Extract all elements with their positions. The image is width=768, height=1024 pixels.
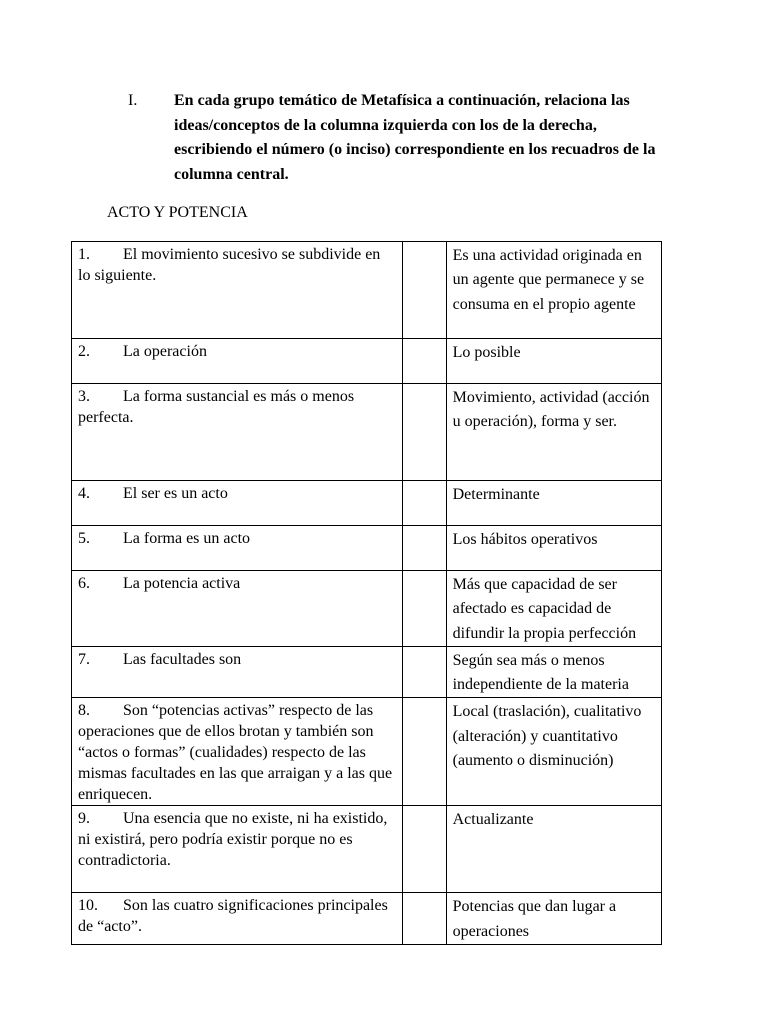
- table-row: [72, 698, 662, 806]
- section-title: ACTO Y POTENCIA: [107, 204, 248, 221]
- left-cell: [72, 571, 403, 647]
- left-text: Son “potencias activas” respecto de las operaciones que de ellos brotan y también son “actos o formas” (cualidades) respecto de las mismas facultades en las que arraigan y a las que enriquecen.: [78, 702, 393, 804]
- table-row: [72, 526, 662, 571]
- right-cell: Movimiento, actividad (acción u operación), forma y ser.: [446, 384, 661, 481]
- answer-box[interactable]: [402, 481, 446, 526]
- answer-box[interactable]: [402, 384, 446, 481]
- answer-box[interactable]: [402, 806, 446, 893]
- answer-box[interactable]: [402, 526, 446, 571]
- left-text: La operación: [123, 343, 207, 360]
- answer-box[interactable]: [402, 571, 446, 647]
- answer-box[interactable]: [402, 646, 446, 698]
- answer-box[interactable]: [402, 242, 446, 339]
- instruction-block: [128, 89, 668, 187]
- left-text: La potencia activa: [123, 575, 241, 592]
- left-cell: [72, 339, 403, 384]
- left-cell: [72, 646, 403, 698]
- left-cell: [72, 384, 403, 481]
- left-text: El ser es un acto: [123, 485, 228, 502]
- right-cell: Los hábitos operativos: [446, 526, 661, 571]
- item-number: 10.: [78, 897, 98, 915]
- item-number: 3.: [78, 388, 90, 405]
- table-row: [72, 646, 662, 698]
- left-text: La forma sustancial es más o menos perfecta.: [78, 388, 355, 426]
- left-text: Una esencia que no existe, ni ha existido, ni existirá, pero podría existir porque no es contradictoria.: [78, 810, 388, 870]
- item-number: 6.: [78, 575, 90, 592]
- answer-box[interactable]: [402, 339, 446, 384]
- left-cell: [72, 526, 403, 571]
- item-number: 7.: [78, 650, 90, 668]
- item-number: 2.: [78, 343, 90, 360]
- right-cell: Potencias que dan lugar a operaciones: [446, 893, 661, 945]
- instruction-text: En cada grupo temático de Metafísica a continuación, relaciona las ideas/conceptos de la columna izquierda con los de la derecha, escribiendo el número (o inciso) correspondiente en los recuadros de la columna central.: [174, 92, 656, 183]
- matching-table: [71, 241, 662, 945]
- item-number: 1.: [78, 246, 90, 263]
- left-text: El movimiento sucesivo se subdivide en lo siguiente.: [78, 246, 381, 284]
- instruction-numeral: I.: [128, 92, 138, 109]
- item-number: 9.: [78, 810, 90, 828]
- right-cell: Lo posible: [446, 339, 661, 384]
- left-cell: [72, 806, 403, 893]
- left-cell: [72, 698, 403, 806]
- item-number: 8.: [78, 702, 90, 720]
- table-row: [72, 481, 662, 526]
- left-cell: [72, 242, 403, 339]
- answer-box[interactable]: [402, 698, 446, 806]
- left-cell: [72, 893, 403, 945]
- right-cell: Según sea más o menos independiente de la materia: [446, 646, 661, 698]
- table-row: [72, 242, 662, 339]
- left-cell: [72, 481, 403, 526]
- table-row: [72, 806, 662, 893]
- left-text: La forma es un acto: [123, 530, 251, 547]
- item-number: 5.: [78, 530, 90, 547]
- table-row: [72, 384, 662, 481]
- right-cell: Más que capacidad de ser afectado es capacidad de difundir la propia perfección: [446, 571, 661, 647]
- item-number: 4.: [78, 485, 90, 502]
- right-cell: Local (traslación), cualitativo (alteración) y cuantitativo (aumento o disminución): [446, 698, 661, 806]
- right-cell: Determinante: [446, 481, 661, 526]
- answer-box[interactable]: [402, 893, 446, 945]
- table-row: [72, 339, 662, 384]
- right-cell: Es una actividad originada en un agente que permanece y se consuma en el propio agente: [446, 242, 661, 339]
- table-row: [72, 893, 662, 945]
- table-row: [72, 571, 662, 647]
- left-text: Las facultades son: [123, 650, 242, 668]
- right-cell: Actualizante: [446, 806, 661, 893]
- left-text: Son las cuatro significaciones principales de “acto”.: [78, 897, 388, 936]
